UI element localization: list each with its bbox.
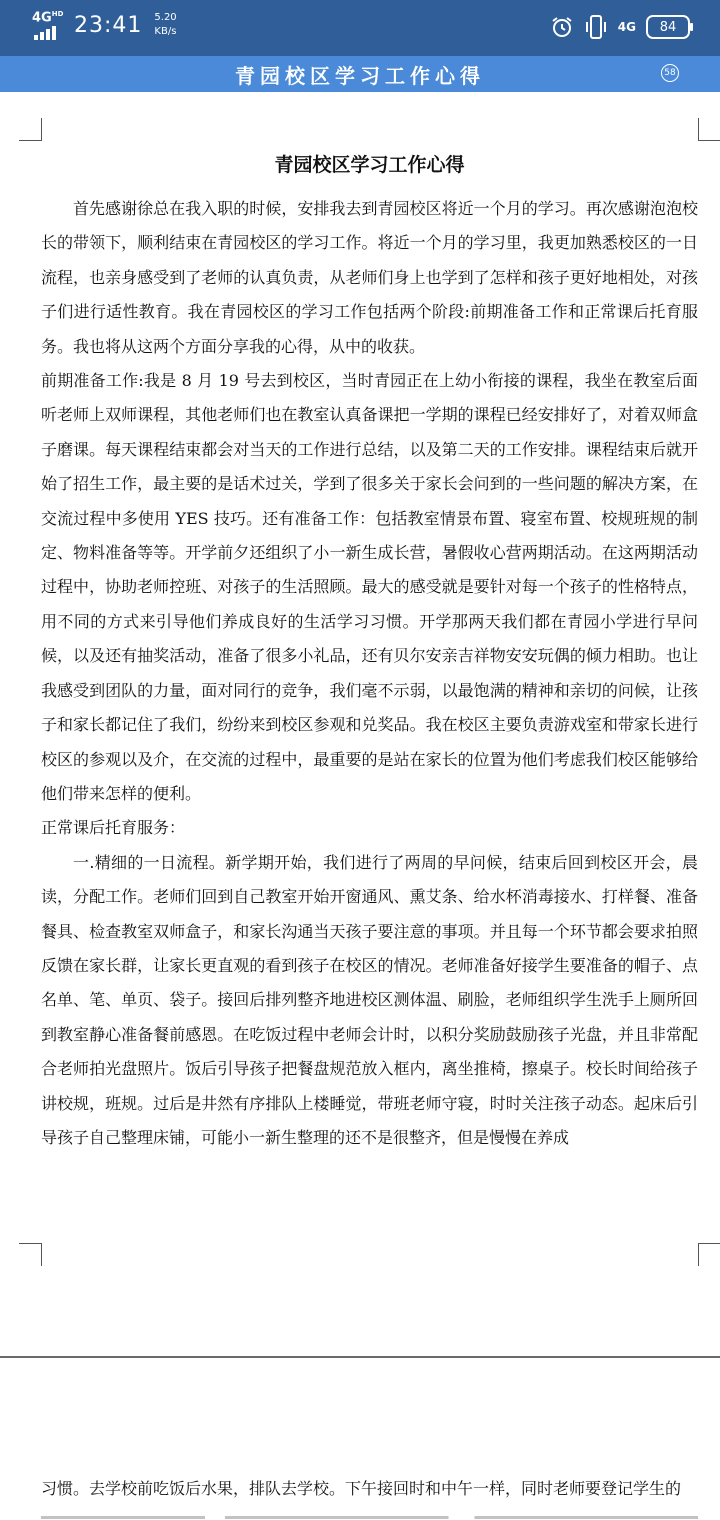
battery-level: 84 <box>659 19 677 35</box>
page-number-badge[interactable]: 58 <box>661 64 679 82</box>
vibrate-icon <box>584 14 608 40</box>
document-heading: 青园校区学习工作心得 <box>274 154 465 176</box>
next-page-text: 习惯。去学校前吃饭后水果，排队去学校。下午接回时和中午一样，同时老师要登记学生的 <box>41 1479 682 1498</box>
status-right <box>550 14 690 40</box>
paragraph: 前期准备工作:我是 8 月 19 号去到校区，当时青园正在上幼小衔接的课程，我坐在教室后面听老师上双师课程，其他老师们也在教室认真备课把一学期的课程已经安排好了，对着双师盒子磨课。每天课程结束都会对当天的工作进行总结，以及第二天的工作安排。课程结束后就开始了招生工作，最主要的是话术过关，学到了很多关于家长会问到的一些问题的解决方案，在交流过程中多使用 YES 技巧。还有准备工作：包括教室情景布置、寝室布置、校规班规的制定、物料准备等等。开学前夕还组织了小一新生成长营，暑假收心营两期活动。在这两期活动过程中，协助老师控班、对孩子的生活照顾。最大的感受就是要针对每一个孩子的性格特点，用不同的方式来引导他们养成良好的生活学习习惯。开学那两天我们都在青园小学进行早问候，以及还有抽奖活动，准备了很多小礼品，还有贝尔安亲吉祥物安安玩偶的倾力相助。也让我感受到团队的力量，面对同行的竞争，我们毫不示弱，以最饱满的精神和亲切的问候，让孩子和家长都记住了我们，纷纷来到校区参观和兑奖品。我在校区主要负责游戏室和带家长进行校区的参观以及介，在交流的过程中，最重要的是站在家长的位置为他们考虑我们校区能够给他们带来怎样的便利。 <box>41 371 698 803</box>
next-page-partial-line <box>41 1510 698 1520</box>
paragraph: 一.精细的一日流程。新学期开始，我们进行了两周的早问候，结束后回到校区开会，晨读，分配工作。老师们回到自己教室开始开窗通风、熏艾条、给水杯消毒接水、打样餐、准备餐具、检查教室双师盒子，和家长沟通当天孩子要注意的事项。并且每一个环节都会要求拍照反馈在家长群，让家长更直观的看到孩子在校区的情况。老师准备好接学生要准备的帽子、点名单、笔、单页、袋子。接回后排列整齐地进校区测体温、刷脸，老师组织学生洗手上厕所回到教室静心准备餐前感恩。在吃饭过程中老师会计时，以积分奖励鼓励孩子光盘，并且非常配合老师拍光盘照片。饭后引导孩子把餐盘规范放入框内，离坐推椅，擦桌子。校长时间给孩子讲校规，班规。过后是井然有序排队上楼睡觉，带班老师守寝，时时关注孩子动态。起床后引导孩子自己整理床铺，可能小一新生整理的还不是很整齐，但是慢慢在养成 <box>41 852 698 1147</box>
document-header-title: 青园校区学习工作心得 <box>235 64 485 88</box>
alarm-icon <box>550 15 574 39</box>
status-left <box>32 10 177 40</box>
status-bar <box>0 0 720 56</box>
network-type: 4G <box>32 10 52 26</box>
network-hd: HD <box>51 10 64 18</box>
network-speed <box>154 11 176 39</box>
paragraph: 首先感谢徐总在我入职的时候，安排我去到青园校区将近一个月的学习。再次感谢泡泡校长的带领下，顺利结束在青园校区的学习工作。将近一个月的学习里，我更加熟悉校区的一日流程，也亲身感受到了老师的认真负责，从老师们身上也学到了怎样和孩子更好地相处，对孩子们进行适性教育。我在青园校区的学习工作包括两个阶段:前期准备工作和正常课后托育服务。我也将从这两个方面分享我的心得，从中的收获。 <box>41 199 698 356</box>
mobile-data-4g: 4G <box>617 20 636 34</box>
page-corner-mark <box>698 1243 720 1266</box>
battery-icon <box>646 15 690 39</box>
signal-bars-icon <box>32 10 68 40</box>
document-header-bar <box>0 56 720 92</box>
page-corner-mark <box>19 118 42 141</box>
document-body <box>41 192 698 1155</box>
page-divider <box>0 1356 720 1358</box>
page-corner-mark <box>19 1243 42 1266</box>
paragraph: 正常课后托育服务： <box>41 818 186 838</box>
page-corner-mark <box>698 118 720 141</box>
speed-unit: KB/s <box>154 26 177 37</box>
speed-value: 5.20 <box>154 12 177 23</box>
clock: 23:41 <box>74 12 143 38</box>
